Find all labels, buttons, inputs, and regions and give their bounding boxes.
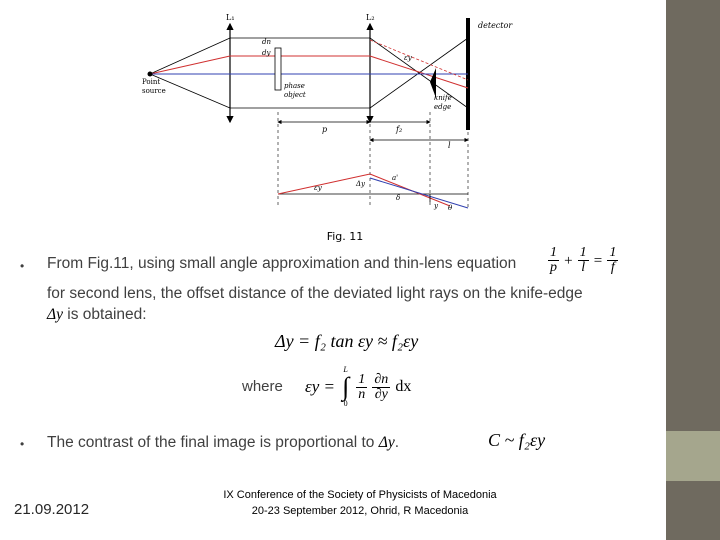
conference-line1: IX Conference of the Society of Physicists of Macedonia (223, 489, 497, 501)
sidebar-dark-block-bottom (666, 481, 720, 540)
label-theta: θ (448, 204, 453, 212)
eq2-upper: L (343, 365, 348, 374)
eq2-dx: dx (395, 378, 412, 395)
sidebar-dark-block (666, 0, 720, 431)
label-eps-y: εy (404, 54, 412, 62)
lens-num-2: 1 (579, 245, 587, 260)
bullet1-line1 (47, 255, 516, 273)
bullet1-line1-post: , using small angle approximation and thin-lens equation (129, 255, 517, 272)
bullet1-line3-post: is obtained: (62, 306, 147, 323)
eq2-lhs: εy = (305, 377, 335, 396)
bullet1-line1-pre: From (47, 255, 88, 272)
lens-num-1: 1 (550, 245, 557, 260)
eq2-frac-num: 1 (358, 371, 366, 387)
eq2-frac-den: n (358, 386, 366, 402)
sidebar-accent-block (666, 431, 720, 481)
label-detector: detector (478, 21, 513, 30)
eq2-partial-num: ∂n (374, 371, 389, 387)
label-phase-1: phase (284, 82, 305, 90)
bullet1-line2: for second lens, the offset distance of the deviated light rays on the knife-edge (47, 285, 583, 302)
delta-y-symbol: Δy (47, 306, 63, 323)
label-knife-2: edge (434, 103, 452, 111)
lens-den-1: p (550, 260, 557, 275)
label-eps-y-2: εy (314, 184, 322, 192)
label-f2: f₂ (396, 125, 403, 134)
label-phase-2: object (284, 91, 306, 99)
label-delta-y: Δy (356, 180, 366, 188)
phase-object (275, 48, 281, 90)
bullet1-fig-ref: Fig.11 (87, 255, 130, 272)
label-l2: L₂ (366, 13, 375, 22)
bullet2-line (47, 434, 399, 452)
schlieren-diagram (138, 8, 558, 230)
label-l: l (448, 141, 451, 150)
integral-sign: ∫ (342, 372, 350, 401)
label-l1: L₁ (226, 13, 235, 22)
bullet2-end: . (394, 434, 400, 451)
contrast-equation: C ~ f₂εy (488, 430, 546, 450)
bullet2-text: The contrast of the final image is proportional to (47, 434, 379, 451)
bullet1-line3 (47, 306, 147, 324)
thin-lens-equation: $\frac{1}{p}$ + $\frac{1}{l}$ = $\frac{1}{f}$ (550, 245, 617, 275)
conference-footer (190, 487, 530, 519)
lens-den-2: l (581, 260, 586, 275)
label-point-source-1: Point (142, 78, 161, 86)
figure-caption: Fig. 11 (326, 230, 364, 243)
label-dn: dn (262, 38, 271, 46)
label-dy: dy (262, 49, 271, 57)
decorative-sidebar (666, 0, 720, 540)
label-p: p (322, 125, 328, 134)
lens-den-3: f (610, 260, 615, 275)
conference-line2: 20-23 September 2012, Ohrid, R Macedonia (251, 505, 469, 517)
equation-epsilon (305, 366, 411, 408)
where-label: where (242, 378, 283, 395)
label-y: y (434, 202, 438, 210)
label-a-prime: a' (392, 174, 399, 182)
equation-offset: Δy = f₂ tan εy ≈ f₂εy (275, 331, 419, 351)
eq2-partial-den: ∂y (374, 386, 388, 402)
label-knife-1: knife (434, 94, 452, 102)
bullet-marker-2: • (20, 437, 25, 451)
label-point-source-2: source (142, 87, 166, 95)
label-delta: δ (396, 194, 401, 202)
lens-num-3: 1 (609, 245, 617, 260)
point-source (148, 72, 153, 77)
bullet2-symbol: Δy (378, 434, 395, 451)
bullet-marker-1: • (20, 259, 25, 273)
eq2-lower: 0 (343, 399, 348, 408)
slide-date: 21.09.2012 (14, 501, 90, 518)
